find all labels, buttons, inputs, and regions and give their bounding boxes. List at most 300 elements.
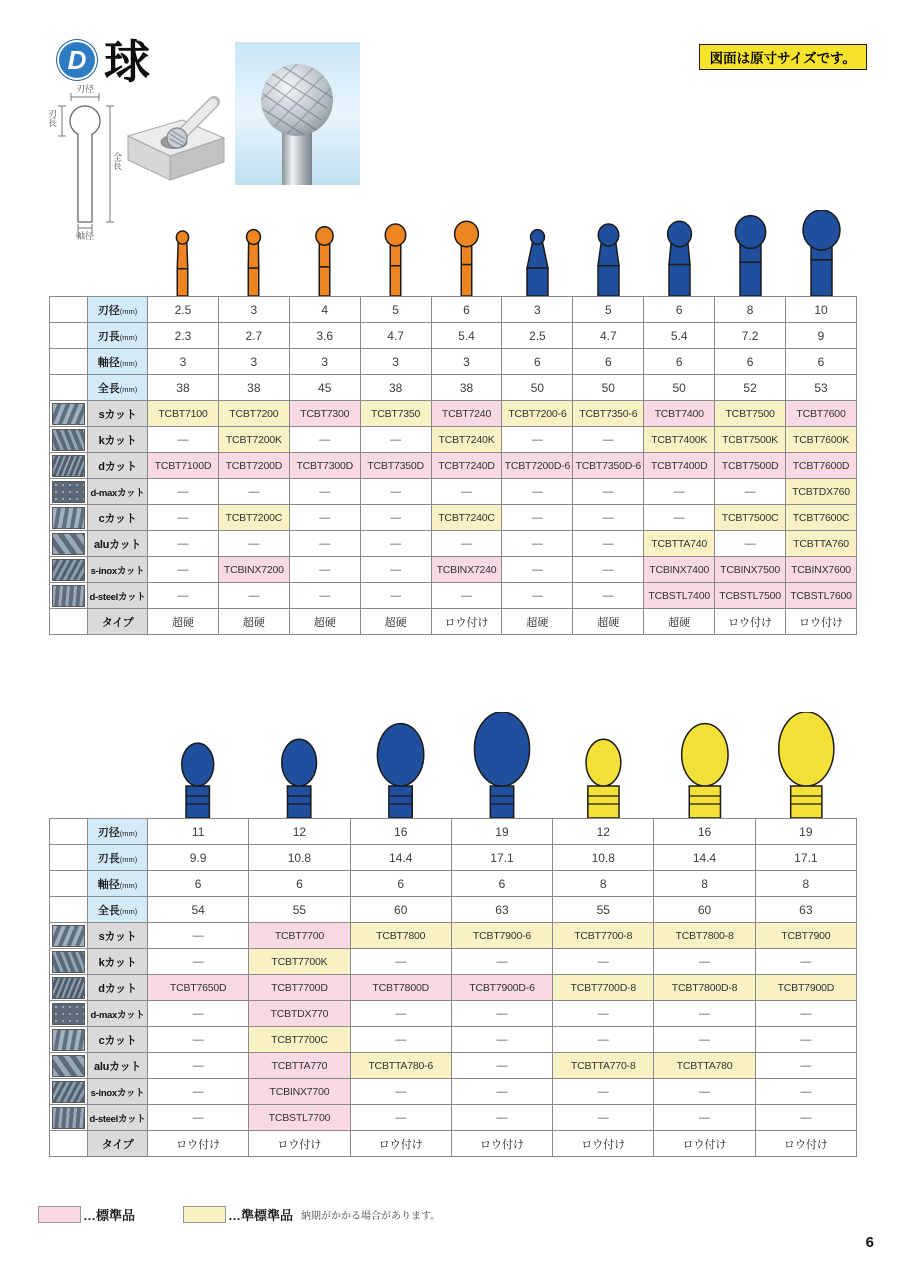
type-value: 超硬 [573,609,644,635]
product-cell: TCBSTL7500 [715,583,786,609]
cut-texture-cell [50,923,88,949]
type-value: ロウ付け [451,1131,552,1157]
product-cell: TCBT7240D [431,453,502,479]
spec-value: 9 [786,323,857,349]
burr-silhouette [248,241,259,268]
spec-value: 10.8 [249,845,350,871]
empty-cell: — [755,1079,856,1105]
burr-silhouette [461,265,472,296]
cut-texture-icon [52,1107,85,1129]
product-cell: TCBT7200-6 [502,401,573,427]
cut-row [50,975,857,1001]
spec-value: 3 [360,349,431,375]
product-cell: TCBT7300D [289,453,360,479]
blade-len-label: 刃長 [47,109,57,127]
empty-cell: — [289,505,360,531]
cut-label: d-steelカット [88,1105,148,1131]
burr-silhouette [287,786,310,818]
burr-silhouette [182,743,214,818]
cut-texture-cell [50,1053,88,1079]
cut-row [50,427,857,453]
semi-standard-color-swatch [183,1206,226,1223]
cut-label: kカット [88,949,148,975]
empty-cell: — [502,479,573,505]
burr-silhouette [282,739,317,818]
spec-label: 刃長(mm) [88,323,148,349]
spec-value: 19 [755,819,856,845]
spacer-cell [50,897,88,923]
product-cell: TCBT7500 [715,401,786,427]
empty-cell: — [553,1027,654,1053]
cut-row [50,505,857,531]
spec-value: 8 [755,871,856,897]
type-value: ロウ付け [786,609,857,635]
spec-value: 55 [553,897,654,923]
product-cell: TCBT7900D-6 [451,975,552,1001]
cut-texture-cell [50,401,88,427]
spec-value: 12 [249,819,350,845]
empty-cell: — [218,583,289,609]
empty-cell: — [431,583,502,609]
usage-illustration [120,96,232,188]
spec-value: 6 [644,297,715,323]
product-cell: TCBTTA770-8 [553,1053,654,1079]
product-cell: TCBT7500K [715,427,786,453]
cut-label: dカット [88,975,148,1001]
blade-dia-label: 刃径 [75,84,95,94]
cut-texture-cell [50,479,88,505]
cut-texture-icon [52,455,85,477]
empty-cell: — [654,1027,755,1053]
spacer-cell [50,375,88,401]
cut-texture-cell [50,1105,88,1131]
page-title: 球 [104,36,150,88]
burr-silhouette [474,712,529,818]
burr-silhouette [182,743,214,786]
empty-cell: — [755,949,856,975]
product-cell: TCBTTA740 [644,531,715,557]
type-value: 超硬 [360,609,431,635]
spec-value: 3 [502,297,573,323]
burr-silhouette [588,786,619,818]
cut-label: aluカット [88,1053,148,1079]
burr-silhouette [490,786,513,818]
spec-value: 52 [715,375,786,401]
empty-cell: — [360,583,431,609]
spec-value: 14.4 [654,845,755,871]
burr-silhouette [177,269,188,296]
spec-value: 6 [249,871,350,897]
product-cell: TCBT7400 [644,401,715,427]
burr-silhouette [319,267,330,296]
spacer-cell [50,609,88,635]
empty-cell: — [451,1079,552,1105]
type-row [50,1131,857,1157]
spacer-cell [50,349,88,375]
product-cell: TCBT7700C [249,1027,350,1053]
empty-cell: — [350,949,451,975]
burr-silhouette [531,230,545,245]
burr-silhouette [248,268,259,296]
product-cell: TCBT7800 [350,923,451,949]
spec-label: 軸径(mm) [88,871,148,897]
product-cell: TCBT7700-8 [553,923,654,949]
spec-label: 全長(mm) [88,375,148,401]
product-cell: TCBINX7600 [786,557,857,583]
product-cell: TCBT7200C [218,505,289,531]
empty-cell: — [350,1027,451,1053]
burr-silhouette [316,227,333,296]
spec-value: 50 [502,375,573,401]
type-value: ロウ付け [755,1131,856,1157]
empty-cell: — [360,505,431,531]
spec-value: 53 [786,375,857,401]
cut-row [50,531,857,557]
empty-cell: — [755,1105,856,1131]
product-cell: TCBTTA760 [786,531,857,557]
cut-texture-cell [50,531,88,557]
empty-cell: — [360,557,431,583]
cut-texture-icon [52,1029,85,1051]
spec-value: 10.8 [553,845,654,871]
burr-silhouette [385,224,406,246]
cut-label: s-inoxカット [88,1079,148,1105]
empty-cell: — [573,531,644,557]
product-cell: TCBT7200D [218,453,289,479]
empty-cell: — [289,531,360,557]
product-cell: TCBT7400D [644,453,715,479]
cut-label: cカット [88,505,148,531]
product-cell: TCBT7650D [148,975,249,1001]
empty-cell: — [553,949,654,975]
empty-cell: — [148,1001,249,1027]
cut-texture-icon [52,403,85,425]
burr-silhouette [689,786,720,818]
product-cell: TCBT7500C [715,505,786,531]
type-label: タイプ [88,1131,148,1157]
empty-cell: — [360,531,431,557]
empty-cell: — [218,479,289,505]
empty-cell: — [451,1001,552,1027]
burr-silhouette [316,227,333,245]
spacer-cell [50,1131,88,1157]
empty-cell: — [148,1053,249,1079]
spec-unit: (mm) [119,306,138,316]
empty-cell: — [654,1105,755,1131]
cut-texture-icon [52,533,85,555]
spec-value: 3 [148,349,219,375]
spec-unit: (mm) [119,906,138,916]
product-cell: TCBTDX770 [249,1001,350,1027]
spec-unit: (mm) [119,828,138,838]
product-cell: TCBT7100D [148,453,219,479]
product-cell: TCBT7200K [218,427,289,453]
empty-cell: — [451,1053,552,1079]
product-cell: TCBTDX760 [786,479,857,505]
cut-label: d-maxカット [88,1001,148,1027]
empty-cell: — [289,479,360,505]
spec-unit: (mm) [119,854,138,864]
spec-unit: (mm) [119,358,138,368]
spec-value: 2.7 [218,323,289,349]
empty-cell: — [755,1053,856,1079]
type-value: 超硬 [644,609,715,635]
empty-cell: — [573,505,644,531]
burr-silhouette [176,231,188,244]
page-number: 6 [865,1234,874,1251]
cut-label: kカット [88,427,148,453]
empty-cell: — [148,583,219,609]
spec-value: 3 [218,349,289,375]
product-cell: TCBT7700K [249,949,350,975]
burr-silhouette [455,221,479,247]
product-cell: TCBT7700D [249,975,350,1001]
type-value: ロウ付け [350,1131,451,1157]
empty-cell: — [715,531,786,557]
spec-value: 4.7 [360,323,431,349]
spec-row [50,297,857,323]
burr-silhouette [377,724,423,786]
spec-value: 19 [451,819,552,845]
burr-silhouette [527,230,548,296]
empty-cell: — [553,1001,654,1027]
empty-cell: — [289,583,360,609]
product-cell: TCBT7800D-8 [654,975,755,1001]
cut-texture-icon [52,977,85,999]
empty-cell: — [360,479,431,505]
product-table [49,296,857,635]
product-cell: TCBT7600 [786,401,857,427]
product-cell: TCBT7240C [431,505,502,531]
cut-row [50,1001,857,1027]
burr-silhouette [385,224,406,296]
product-photo [235,42,360,185]
legend-note: 納期がかかる場合があります。 [301,1211,441,1222]
product-cell: TCBT7100 [148,401,219,427]
spec-value: 5 [360,297,431,323]
spec-value: 17.1 [451,845,552,871]
burr-silhouette [668,221,692,296]
spec-row [50,349,857,375]
spec-value: 50 [644,375,715,401]
cut-label: d-steelカット [88,583,148,609]
empty-cell: — [350,1001,451,1027]
spec-value: 63 [451,897,552,923]
burr-silhouette [176,231,188,296]
spec-value: 11 [148,819,249,845]
product-cell: TCBT7800D [350,975,451,1001]
empty-cell: — [431,531,502,557]
cut-texture-cell [50,975,88,1001]
burr-silhouettes-row-2 [49,712,857,818]
spec-unit: (mm) [119,332,138,342]
spec-value: 14.4 [350,845,451,871]
spec-value: 38 [431,375,502,401]
empty-cell: — [644,479,715,505]
burr-silhouette [455,221,479,296]
cut-label: aluカット [88,531,148,557]
spec-table-large-sizes [49,818,857,1157]
product-cell: TCBINX7240 [431,557,502,583]
spec-value: 5.4 [644,323,715,349]
burr-silhouette [669,265,690,296]
product-cell: TCBSTL7600 [786,583,857,609]
cut-row [50,1053,857,1079]
cut-texture-cell [50,1001,88,1027]
spec-value: 5 [573,297,644,323]
cut-texture-cell [50,583,88,609]
burr-silhouette [779,712,834,818]
shank-dia-label: 軸径 [75,231,95,240]
spec-value: 4.7 [573,323,644,349]
burr-silhouette [791,786,822,818]
cut-texture-icon [52,1055,85,1077]
empty-cell: — [350,1105,451,1131]
spec-value: 3.6 [289,323,360,349]
product-cell: TCBT7600C [786,505,857,531]
standard-label: …標準品 [83,1208,136,1223]
spec-value: 3 [218,297,289,323]
cut-texture-cell [50,557,88,583]
empty-cell: — [644,505,715,531]
product-cell: TCBINX7700 [249,1079,350,1105]
type-value: 超硬 [289,609,360,635]
spec-value: 16 [654,819,755,845]
cut-label: sカット [88,401,148,427]
spec-value: 6 [644,349,715,375]
product-cell: TCBT7900 [755,923,856,949]
spec-value: 12 [553,819,654,845]
spec-value: 6 [451,871,552,897]
empty-cell: — [553,1105,654,1131]
burr-silhouette [390,266,401,296]
cut-row [50,557,857,583]
burr-silhouette [527,241,548,268]
empty-cell: — [573,557,644,583]
cut-texture-cell [50,1027,88,1053]
empty-cell: — [148,1105,249,1131]
product-cell: TCBTTA770 [249,1053,350,1079]
spec-label: 全長(mm) [88,897,148,923]
spec-value: 60 [654,897,755,923]
spec-value: 38 [218,375,289,401]
empty-cell: — [148,1027,249,1053]
cut-texture-icon [52,559,85,581]
product-cell: TCBINX7200 [218,557,289,583]
burr-silhouette [668,221,692,247]
empty-cell: — [148,427,219,453]
empty-cell: — [289,427,360,453]
spec-value: 6 [502,349,573,375]
product-cell: TCBT7500D [715,453,786,479]
spec-value: 45 [289,375,360,401]
empty-cell: — [654,1079,755,1105]
empty-cell: — [573,427,644,453]
empty-cell: — [148,505,219,531]
empty-cell: — [218,531,289,557]
cut-label: dカット [88,453,148,479]
cut-texture-icon [52,925,85,947]
empty-cell: — [654,1001,755,1027]
empty-cell: — [573,479,644,505]
spec-row [50,871,857,897]
spec-value: 8 [553,871,654,897]
empty-cell: — [502,583,573,609]
burr-silhouette [247,230,261,245]
spec-value: 7.2 [715,323,786,349]
spec-value: 50 [573,375,644,401]
empty-cell: — [502,557,573,583]
cut-texture-icon [52,429,85,451]
empty-cell: — [654,949,755,975]
spec-value: 5.4 [431,323,502,349]
type-row [50,609,857,635]
spec-label: 刃長(mm) [88,845,148,871]
product-table [49,818,857,1157]
spec-value: 8 [715,297,786,323]
spec-value: 38 [360,375,431,401]
type-value: ロウ付け [654,1131,755,1157]
spec-unit: (mm) [119,880,138,890]
spacer-cell [50,323,88,349]
spec-value: 6 [786,349,857,375]
burr-silhouette [598,224,619,296]
cut-texture-icon [52,507,85,529]
cut-texture-cell [50,427,88,453]
burr-silhouette [682,724,728,818]
cut-texture-cell [50,1079,88,1105]
type-value: ロウ付け [553,1131,654,1157]
burr-silhouette [740,262,761,296]
cut-texture-cell [50,505,88,531]
cut-row [50,583,857,609]
spec-value: 8 [654,871,755,897]
empty-cell: — [715,479,786,505]
burr-silhouette [803,210,840,250]
cut-texture-icon [52,481,85,503]
burr-silhouette [735,216,765,249]
cut-row [50,479,857,505]
overall-len-label: 全長 [112,152,122,170]
spacer-cell [50,297,88,323]
burr-silhouette [527,268,548,296]
burr-silhouette [247,230,261,296]
actual-size-notice: 図面は原寸サイズです。 [699,44,867,70]
burr-silhouette [735,216,765,296]
cut-row [50,401,857,427]
cut-row [50,1105,857,1131]
product-cell: TCBINX7500 [715,557,786,583]
product-cell: TCBSTL7700 [249,1105,350,1131]
spec-value: 3 [289,349,360,375]
spec-value: 17.1 [755,845,856,871]
product-cell: TCBTTA780-6 [350,1053,451,1079]
cut-row [50,453,857,479]
empty-cell: — [289,557,360,583]
burr-silhouettes-row-1 [49,210,857,296]
product-cell: TCBT7350-6 [573,401,644,427]
spec-value: 6 [431,297,502,323]
spec-value: 2.5 [148,297,219,323]
spec-value: 63 [755,897,856,923]
spec-value: 16 [350,819,451,845]
cut-texture-icon [52,951,85,973]
empty-cell: — [755,1027,856,1053]
product-cell: TCBT7200 [218,401,289,427]
spec-label: 軸径(mm) [88,349,148,375]
cut-texture-cell [50,453,88,479]
product-cell: TCBT7400K [644,427,715,453]
